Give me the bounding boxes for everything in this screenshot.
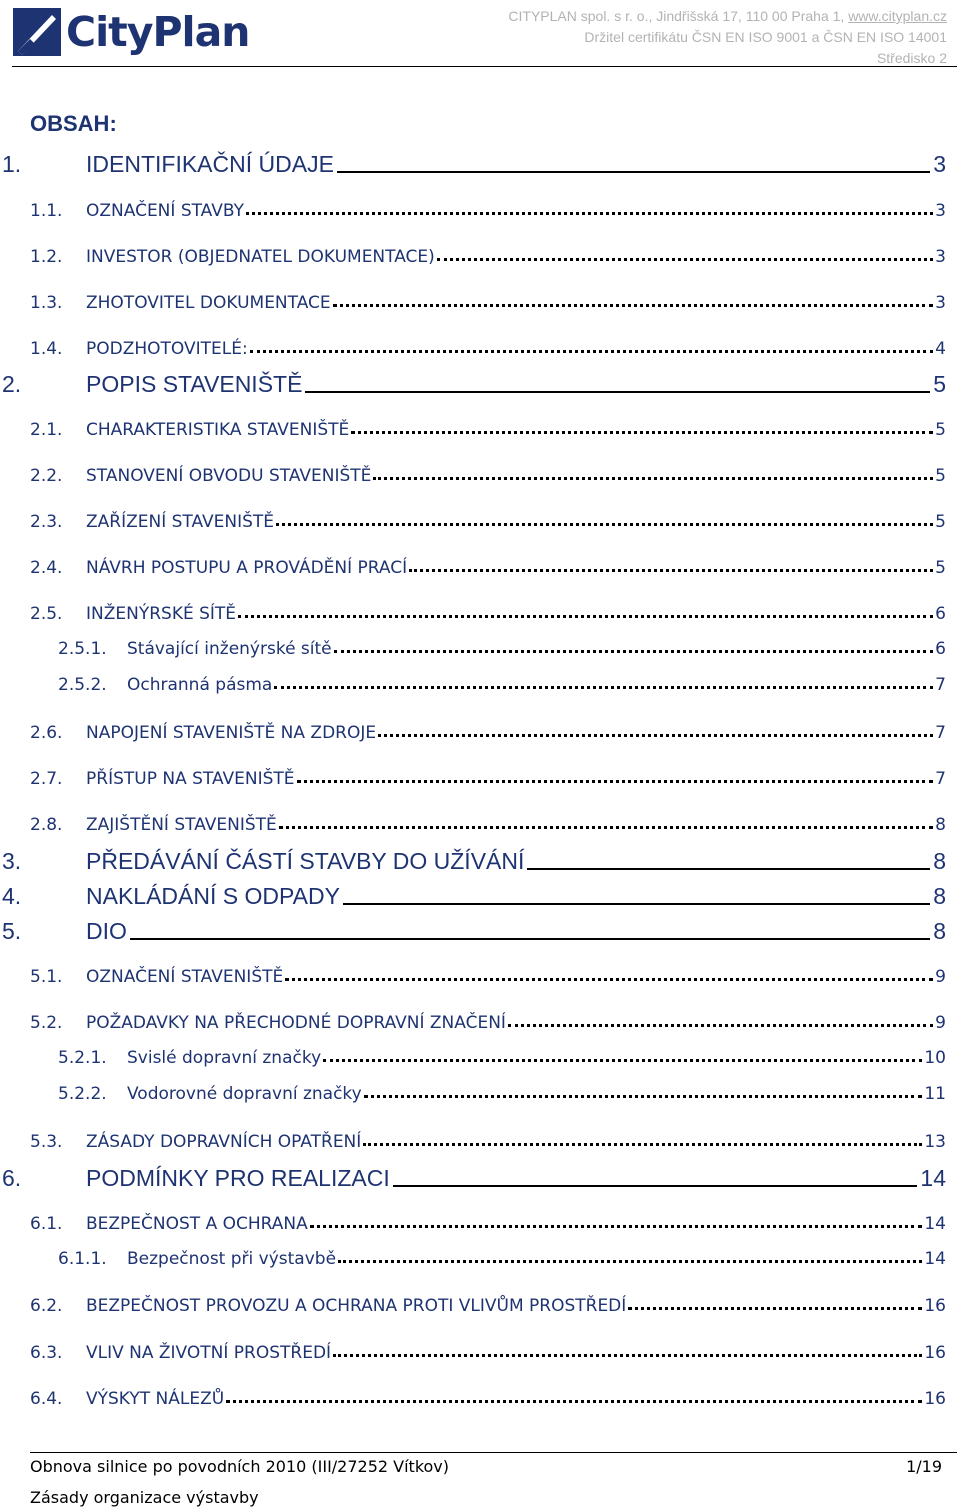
toc-entry[interactable] xyxy=(30,1007,946,1033)
toc-entry[interactable] xyxy=(2,368,946,398)
toc-entry[interactable] xyxy=(2,1162,946,1192)
toc-entry-label: VLIV NA ŽIVOTNÍ PROSTŘEDÍ xyxy=(86,1343,332,1363)
toc-entry-label: DIO xyxy=(86,918,127,944)
toc-leader xyxy=(363,1143,922,1146)
toc-entry-label: Vodorovné dopravní značky xyxy=(127,1084,362,1104)
toc-entry-page: 6 xyxy=(935,604,946,624)
toc-leader xyxy=(364,1095,923,1098)
toc-entry-number: 5.2.2. xyxy=(58,1084,107,1104)
company-address-text: CITYPLAN spol. s r. o., Jindřišská 17, 110 00 Praha 1, xyxy=(508,8,849,24)
toc-entry-label: NAKLÁDÁNÍ S ODPADY xyxy=(86,883,340,909)
toc-entry[interactable] xyxy=(30,763,946,789)
toc-entry-number: 2.5. xyxy=(30,604,63,624)
toc-entry-number: 5.2.1. xyxy=(58,1048,107,1068)
toc-entry-number: 2.7. xyxy=(30,769,63,789)
toc-entry-label: PODMÍNKY PRO REALIZACI xyxy=(86,1165,390,1191)
toc-entry-page: 4 xyxy=(935,339,946,359)
toc-entry-number: 6. xyxy=(2,1165,22,1191)
toc-entry-page: 5 xyxy=(933,371,946,397)
toc-leader xyxy=(323,1059,922,1062)
toc-entry-number: 2. xyxy=(2,371,22,397)
toc-entry-page: 8 xyxy=(933,883,946,909)
footer-document-title: Zásady organizace výstavby xyxy=(30,1488,259,1507)
toc-entry[interactable] xyxy=(30,717,946,743)
toc-entry[interactable] xyxy=(30,1337,946,1363)
logo-text: CityPlan xyxy=(66,8,250,56)
toc-entry-label: INŽENÝRSKÉ SÍTĚ xyxy=(86,604,237,624)
toc-leader xyxy=(351,431,933,434)
toc-leader xyxy=(238,615,933,618)
toc-leader xyxy=(393,1185,918,1187)
toc-entry[interactable] xyxy=(30,414,946,440)
toc-leader xyxy=(276,523,933,526)
toc-entry-page: 14 xyxy=(920,1165,946,1191)
toc-entry-page: 14 xyxy=(924,1214,946,1234)
toc-leader xyxy=(334,650,934,653)
toc-entry-label: ZHOTOVITEL DOKUMENTACE xyxy=(86,293,331,313)
toc-entry-label: POPIS STAVENIŠTĚ xyxy=(86,371,303,397)
toc-leader xyxy=(333,304,934,307)
toc-entry[interactable] xyxy=(30,460,946,486)
toc-entry-page: 8 xyxy=(933,848,946,874)
toc-leader xyxy=(527,868,930,870)
toc-leader xyxy=(437,258,933,261)
company-department: Středisko 2 xyxy=(876,50,947,66)
toc-entry[interactable] xyxy=(30,552,946,578)
toc-entry-page: 6 xyxy=(935,639,946,659)
toc-entry-label: PODZHOTOVITELÉ: xyxy=(86,339,248,359)
toc-entry-page: 5 xyxy=(935,466,946,486)
toc-entry[interactable] xyxy=(2,880,946,910)
toc-entry-label: OZNAČENÍ STAVENIŠTĚ xyxy=(86,967,284,987)
toc-entry-page: 10 xyxy=(924,1048,946,1068)
toc-leader xyxy=(338,1260,922,1263)
toc-entry-number: 1. xyxy=(2,151,22,177)
toc-entry-number: 5.2. xyxy=(30,1013,63,1033)
toc-entry[interactable] xyxy=(58,1042,946,1068)
toc-entry-page: 9 xyxy=(935,967,946,987)
toc-entry-page: 13 xyxy=(924,1132,946,1152)
toc-leader xyxy=(274,686,933,689)
toc-entry[interactable] xyxy=(30,598,946,624)
toc-entry-page: 8 xyxy=(935,815,946,835)
toc-entry-label: VÝSKYT NÁLEZŮ xyxy=(86,1389,225,1409)
footer-divider xyxy=(30,1452,957,1453)
toc-entry-number: 2.8. xyxy=(30,815,63,835)
toc-entry-number: 6.1.1. xyxy=(58,1249,107,1269)
toc-entry-page: 5 xyxy=(935,512,946,532)
toc-entry-label: OZNAČENÍ STAVBY xyxy=(86,201,244,221)
toc-entry-number: 2.2. xyxy=(30,466,63,486)
toc-leader xyxy=(130,938,930,940)
toc-entry-page: 14 xyxy=(924,1249,946,1269)
toc-entry-label: INVESTOR (OBJEDNATEL DOKUMENTACE) xyxy=(86,247,435,267)
toc-entry-page: 11 xyxy=(924,1084,946,1104)
toc-entry-number: 1.1. xyxy=(30,201,63,221)
company-info xyxy=(508,6,947,69)
toc-entry-label: BEZPEČNOST A OCHRANA xyxy=(86,1214,308,1234)
toc-entry-label: Stávající inženýrské sítě xyxy=(127,639,332,659)
toc-leader xyxy=(226,1400,922,1403)
toc-leader xyxy=(279,826,933,829)
toc-entry-label: BEZPEČNOST PROVOZU A OCHRANA PROTI VLIVŮM PROSTŘEDÍ xyxy=(86,1296,627,1316)
toc-entry[interactable] xyxy=(58,633,946,659)
toc-entry-page: 3 xyxy=(933,151,946,177)
toc-entry[interactable] xyxy=(30,1383,946,1409)
toc-entry[interactable] xyxy=(30,241,946,267)
toc-entry-number: 1.4. xyxy=(30,339,63,359)
company-certification: Držitel certifikátu ČSN EN ISO 9001 a ČSN EN ISO 14001 xyxy=(584,29,947,45)
toc-entry-page: 16 xyxy=(924,1296,946,1316)
toc-entry-number: 2.5.1. xyxy=(58,639,107,659)
company-logo xyxy=(12,4,249,60)
toc-entry-page: 8 xyxy=(933,918,946,944)
company-address xyxy=(508,6,947,27)
toc-leader xyxy=(343,903,930,905)
toc-entry-page: 3 xyxy=(935,201,946,221)
toc-entry-number: 3. xyxy=(2,848,22,874)
toc-entry[interactable] xyxy=(30,195,946,221)
toc-entry-page: 7 xyxy=(935,723,946,743)
toc-entry-label: ZÁSADY DOPRAVNÍCH OPATŘENÍ xyxy=(86,1132,362,1152)
footer-page-number: 1/19 xyxy=(906,1457,942,1476)
toc-entry-page: 7 xyxy=(935,769,946,789)
toc-entry-page: 16 xyxy=(924,1343,946,1363)
toc-entry[interactable] xyxy=(30,961,946,987)
toc-entry-number: 6.1. xyxy=(30,1214,63,1234)
toc-entry-label: NÁVRH POSTUPU A PROVÁDĚNÍ PRACÍ xyxy=(86,558,408,578)
toc-entry-page: 9 xyxy=(935,1013,946,1033)
toc-leader xyxy=(297,780,934,783)
toc-entry-page: 5 xyxy=(935,558,946,578)
toc-title: OBSAH: xyxy=(30,111,117,136)
toc-entry-page: 16 xyxy=(924,1389,946,1409)
header-divider xyxy=(12,66,957,67)
toc-entry[interactable] xyxy=(2,148,946,178)
toc-entry-label: NAPOJENÍ STAVENIŠTĚ NA ZDROJE xyxy=(86,723,377,743)
toc-entry-number: 5.3. xyxy=(30,1132,63,1152)
toc-entry-page: 5 xyxy=(935,420,946,440)
toc-entry[interactable] xyxy=(30,1126,946,1152)
toc-entry-label: STANOVENÍ OBVODU STAVENIŠTĚ xyxy=(86,466,372,486)
toc-leader xyxy=(508,1024,933,1027)
toc-leader xyxy=(305,391,930,393)
toc-entry[interactable] xyxy=(30,506,946,532)
toc-entry-number: 6.3. xyxy=(30,1343,63,1363)
toc-leader xyxy=(373,477,933,480)
toc-entry[interactable] xyxy=(30,287,946,313)
toc-leader xyxy=(333,1354,922,1357)
toc-entry-page: 3 xyxy=(935,247,946,267)
toc-entry-number: 2.5.2. xyxy=(58,675,107,695)
toc-entry-label: IDENTIFIKAČNÍ ÚDAJE xyxy=(86,151,334,177)
toc-entry-number: 1.2. xyxy=(30,247,63,267)
toc-entry[interactable] xyxy=(58,1078,946,1104)
footer-project-title: Obnova silnice po povodních 2010 (III/27252 Vítkov) xyxy=(30,1457,450,1476)
toc-entry-label: Svislé dopravní značky xyxy=(127,1048,322,1068)
toc-entry-number: 1.3. xyxy=(30,293,63,313)
toc-leader xyxy=(310,1225,923,1228)
company-website-link[interactable]: www.cityplan.cz xyxy=(848,8,947,24)
toc-entry-number: 4. xyxy=(2,883,22,909)
toc-entry-label: Bezpečnost při výstavbě xyxy=(127,1249,337,1269)
toc-entry[interactable] xyxy=(58,1243,946,1269)
toc-leader xyxy=(378,734,933,737)
toc-entry[interactable] xyxy=(30,809,946,835)
toc-entry-label: POŽADAVKY NA PŘECHODNÉ DOPRAVNÍ ZNAČENÍ xyxy=(86,1013,506,1033)
toc-entry[interactable] xyxy=(30,1208,946,1234)
toc-entry-page: 7 xyxy=(935,675,946,695)
toc-leader xyxy=(246,212,933,215)
toc-entry-number: 5. xyxy=(2,918,22,944)
toc-leader xyxy=(250,350,933,353)
toc-leader xyxy=(337,171,930,173)
toc-entry-page: 3 xyxy=(935,293,946,313)
toc-leader xyxy=(628,1307,922,1310)
toc-entry[interactable] xyxy=(30,1290,946,1316)
toc-entry-number: 6.4. xyxy=(30,1389,63,1409)
cityplan-logo-icon xyxy=(12,7,62,57)
toc-leader xyxy=(285,978,933,981)
toc-entry[interactable] xyxy=(2,845,946,875)
toc-entry-number: 2.6. xyxy=(30,723,63,743)
toc-entry-label: PŘEDÁVÁNÍ ČÁSTÍ STAVBY DO UŽÍVÁNÍ xyxy=(86,848,525,874)
toc-entry-number: 2.3. xyxy=(30,512,63,532)
toc-entry[interactable] xyxy=(2,915,946,945)
toc-entry-label: Ochranná pásma xyxy=(127,675,273,695)
toc-entry-number: 5.1. xyxy=(30,967,63,987)
toc-entry[interactable] xyxy=(30,333,946,359)
toc-leader xyxy=(409,569,933,572)
toc-entry-label: ZAJIŠTĚNÍ STAVENIŠTĚ xyxy=(86,815,277,835)
toc-entry-label: ZAŘÍZENÍ STAVENIŠTĚ xyxy=(86,512,275,532)
toc-entry-number: 6.2. xyxy=(30,1296,63,1316)
toc-entry-number: 2.4. xyxy=(30,558,63,578)
toc-entry-label: CHARAKTERISTIKA STAVENIŠTĚ xyxy=(86,420,350,440)
toc-entry-number: 2.1. xyxy=(30,420,63,440)
toc-entry-label: PŘÍSTUP NA STAVENIŠTĚ xyxy=(86,769,295,789)
toc-entry[interactable] xyxy=(58,669,946,695)
